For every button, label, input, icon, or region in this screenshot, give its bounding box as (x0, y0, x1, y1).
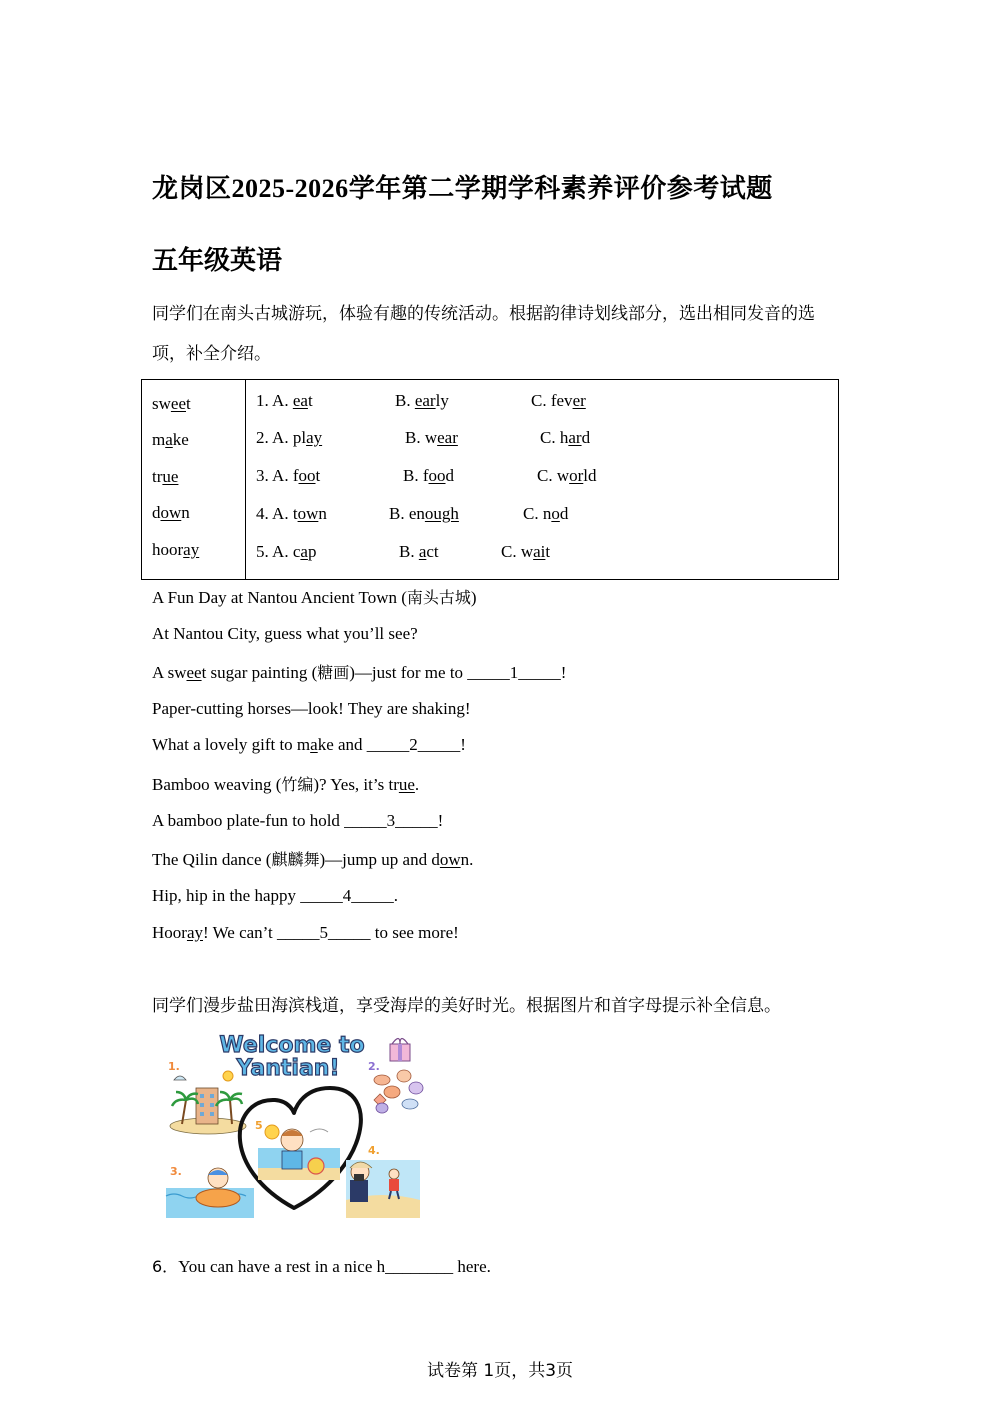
target-word: sweet (152, 394, 191, 413)
section2-instruction: 同学们漫步盐田海滨栈道，享受海岸的美好时光。根据图片和首字母提示补全信息。 (152, 996, 781, 1016)
marker-2: 2. (368, 1060, 380, 1073)
option-c: C. hard (540, 428, 591, 447)
poem-line-7: The Qilin dance (麒麟舞)—jump up and down. (152, 850, 474, 869)
option-b: B. enough (389, 504, 459, 523)
marker-1: 1. (168, 1060, 180, 1073)
option-a: 3. A. foot (256, 466, 321, 485)
page-footer: 试卷第 1页，共3页 (426, 1361, 574, 1381)
poem-line-9: Hooray! We can’t _____5_____ to see more! (152, 923, 459, 942)
option-c: C. wait (501, 542, 551, 561)
phonics-table (141, 379, 839, 580)
title-prefix: 龙岗区 (152, 174, 232, 204)
poem-line-5: Bamboo weaving (竹编)? Yes, it’s true. (152, 775, 420, 794)
section1-instruction (152, 294, 815, 374)
question-6 (152, 1254, 491, 1277)
hotel-island-icon (170, 1071, 246, 1134)
poem-title: A Fun Day at Nantou Ancient Town (南头古城) (152, 588, 477, 607)
target-word: hooray (152, 540, 200, 559)
q6-number: 6． (152, 1257, 179, 1276)
yantian-picture (160, 1028, 426, 1224)
target-word: down (152, 503, 190, 522)
banner-line-1: Welcome to (219, 1033, 365, 1058)
table-divider (245, 380, 246, 579)
title-suffix: 学年第二学期学科素养评价参考试题 (348, 174, 773, 204)
option-b: B. act (399, 542, 439, 561)
title-years: 2025-2026 (231, 174, 349, 203)
poem-line-1: At Nantou City, guess what you’ll see? (152, 624, 418, 643)
q6-text: You can have a rest in a nice h________ here. (178, 1257, 491, 1276)
target-word: true (152, 467, 179, 486)
option-a: 5. A. cap (256, 542, 317, 561)
photographer-icon (346, 1160, 420, 1218)
instruction-line-1: 同学们在南头古城游玩，体验有趣的传统活动。根据韵律诗划线部分，选出相同发音的选 (152, 304, 815, 324)
poem-line-8: Hip, hip in the happy _____4_____. (152, 886, 399, 905)
child-beach-icon (258, 1125, 340, 1180)
option-c: C. world (537, 466, 597, 485)
page-subtitle: 五年级英语 (152, 246, 283, 276)
option-c: C. fever (531, 391, 586, 410)
seashells-icon (374, 1070, 423, 1113)
instruction-line-2: 项，补全介绍。 (152, 344, 271, 364)
marker-5: 5 (255, 1119, 263, 1132)
banner-line-2: Yantian! (236, 1056, 340, 1081)
poem-line-2: A sweet sugar painting (糖画)—just for me to _____1_____! (152, 663, 567, 682)
option-b: B. food (403, 466, 455, 485)
option-a: 2. A. play (256, 428, 323, 447)
option-b: B. early (395, 391, 449, 410)
option-b: B. wear (405, 428, 458, 447)
page-title (152, 168, 773, 205)
poem-line-3: Paper-cutting horses—look! They are shaking! (152, 699, 471, 718)
gift-icon (390, 1039, 410, 1062)
option-a: 4. A. town (256, 504, 327, 523)
poem-line-4: What a lovely gift to make and _____2_____! (152, 735, 466, 754)
marker-4: 4. (368, 1144, 380, 1157)
option-c: C. nod (523, 504, 569, 523)
target-word: make (152, 430, 189, 449)
option-a: 1. A. eat (256, 391, 313, 410)
poem-line-6: A bamboo plate-fun to hold _____3_____! (152, 811, 444, 830)
marker-3: 3. (170, 1165, 182, 1178)
